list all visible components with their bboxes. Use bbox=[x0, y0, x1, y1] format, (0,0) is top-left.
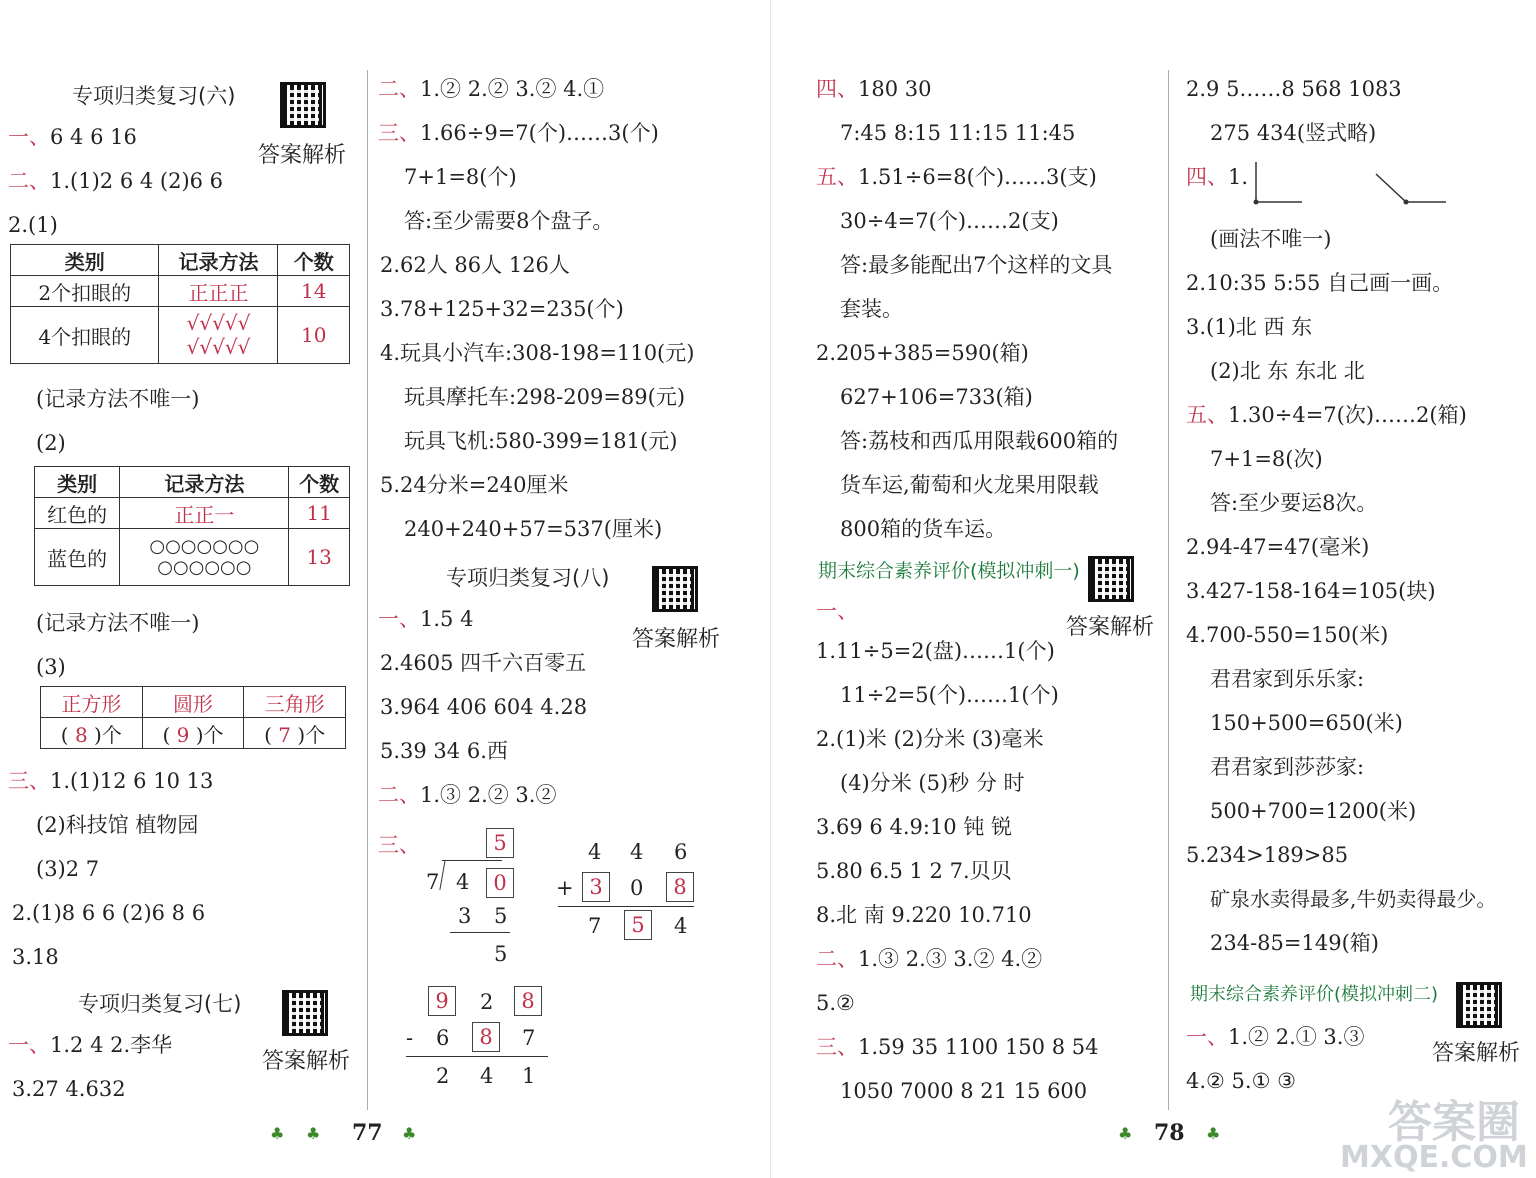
answer-line: 3.78+125+32=235(个) bbox=[380, 297, 624, 321]
sprout-icon: ♣ bbox=[402, 1124, 417, 1143]
answer-line: (2)北 东 东北 北 bbox=[1210, 359, 1365, 383]
answer-line: 800箱的货车运。 bbox=[840, 517, 1007, 541]
vertical-addition: 4 4 6 + 3 0 8 7 5 4 bbox=[556, 838, 696, 948]
sprout-icon: ♣ bbox=[306, 1124, 321, 1143]
digit-box: 3 bbox=[582, 872, 610, 902]
shape-count-table: 正方形 圆形 三角形 ( 8 )个 ( 9 )个 ( 7 )个 bbox=[40, 686, 346, 749]
answer-line: 2.10:35 5:55 自己画一画。 bbox=[1186, 271, 1454, 295]
answer-line: 五、1.30÷4=7(次)……2(箱) bbox=[1186, 403, 1467, 427]
digit-box: 8 bbox=[472, 1022, 500, 1052]
answer-line: (3) bbox=[36, 655, 66, 679]
answer-analysis-label: 答案解析 bbox=[262, 1049, 351, 1074]
answer-line: 627+106=733(箱) bbox=[840, 385, 1033, 409]
answer-line: 一、6 4 6 16 bbox=[8, 125, 137, 149]
answer-line: 7:45 8:15 11:15 11:45 bbox=[840, 121, 1076, 145]
note: (记录方法不唯一) bbox=[36, 387, 200, 411]
tally-table-2: 类别 记录方法 个数 红色的 正正一 11 蓝色的 ○○○○○○○ ○○○○○○ 13 bbox=[34, 466, 350, 586]
watermark: 答案圈 bbox=[1388, 1097, 1520, 1148]
tally-table-1: 类别 记录方法 个数 2个扣眼的 正正正 14 4个扣眼的 √√√√√ √√√√√ 10 bbox=[10, 244, 350, 364]
answer-line: 3.(1)北 西 东 bbox=[1186, 315, 1313, 339]
answer-line: 一、 bbox=[816, 599, 858, 623]
answer-line: (画法不唯一) bbox=[1210, 227, 1332, 251]
answer-line: 275 434(竖式略) bbox=[1210, 121, 1377, 145]
answer-line: 2.205+385=590(箱) bbox=[816, 341, 1029, 365]
answer-line: 2.(1) bbox=[8, 213, 58, 237]
answer-line: 二、1.② 2.② 3.② 4.① bbox=[378, 77, 605, 101]
note: (记录方法不唯一) bbox=[36, 611, 200, 635]
answer-line: 君君家到乐乐家: bbox=[1210, 667, 1365, 691]
digit-box: 0 bbox=[486, 868, 514, 898]
answer-line: 5.② bbox=[816, 991, 855, 1015]
digit-box: 5 bbox=[486, 828, 514, 858]
answer-line: 5.80 6.5 1 2 7.贝贝 bbox=[816, 859, 1012, 883]
section-heading-6: 专项归类复习(六) bbox=[72, 84, 236, 108]
qr-code-icon bbox=[282, 990, 328, 1036]
digit-box: 8 bbox=[666, 872, 694, 902]
answer-line: 150+500=650(米) bbox=[1210, 711, 1403, 735]
answer-line: 答:荔枝和西瓜用限载600箱的 bbox=[840, 429, 1119, 453]
answer-line: 三、1.59 35 1100 150 8 54 bbox=[816, 1035, 1099, 1059]
qr-code-icon bbox=[652, 566, 698, 612]
answer-line: 一、1.5 4 bbox=[378, 607, 474, 631]
answer-line: 5.234>189>85 bbox=[1186, 843, 1349, 867]
answer-analysis-label: 答案解析 bbox=[632, 627, 721, 652]
answer-line: 三、 bbox=[378, 833, 420, 857]
answer-line: 4.700-550=150(米) bbox=[1186, 623, 1389, 647]
answer-line: 3.964 406 604 4.28 bbox=[380, 695, 588, 719]
answer-line: 玩具飞机:580-399=181(元) bbox=[404, 429, 678, 453]
answer-line: 11÷2=5(个)……1(个) bbox=[840, 683, 1059, 707]
page-number-right: 78 bbox=[1154, 1120, 1185, 1146]
answer-line: 玩具摩托车:298-209=89(元) bbox=[404, 385, 686, 409]
section-heading-8: 专项归类复习(八) bbox=[446, 566, 610, 590]
digit-box: 8 bbox=[514, 986, 542, 1016]
answer-line: 2.62人 86人 126人 bbox=[380, 253, 570, 277]
answer-line: 二、1.③ 2.② 3.② bbox=[378, 783, 557, 807]
answer-line: 3.27 4.632 bbox=[12, 1077, 126, 1101]
qr-code-icon bbox=[1456, 982, 1502, 1028]
section-heading-mock1: 期末综合素养评价(模拟冲刺一) bbox=[818, 560, 1080, 582]
long-division: 5 7 4 0 3 5 5 bbox=[420, 826, 540, 966]
answer-line: 1050 7000 8 21 15 600 bbox=[840, 1079, 1088, 1103]
answer-line: 三、1.(1)12 6 10 13 bbox=[8, 769, 214, 793]
answer-line: 2.94-47=47(毫米) bbox=[1186, 535, 1370, 559]
answer-analysis-label: 答案解析 bbox=[1432, 1041, 1521, 1066]
answer-line: 500+700=1200(米) bbox=[1210, 799, 1417, 823]
answer-line: 4.② 5.① ③ bbox=[1186, 1069, 1296, 1093]
watermark-url: MXQE.COM bbox=[1340, 1140, 1528, 1175]
answer-line: 2.(1)8 6 6 (2)6 8 6 bbox=[12, 901, 206, 925]
answer-line: 五、1.51÷6=8(个)……3(支) bbox=[816, 165, 1097, 189]
answer-line: 2.(1)米 (2)分米 (3)毫米 bbox=[816, 727, 1044, 751]
qr-code-icon bbox=[1088, 556, 1134, 602]
answer-line: (4)分米 (5)秒 分 时 bbox=[840, 771, 1025, 795]
answer-line: 3.69 6 4.9:10 钝 锐 bbox=[816, 815, 1013, 839]
sprout-icon: ♣ bbox=[270, 1124, 285, 1143]
answer-line: 一、1.② 2.① 3.③ bbox=[1186, 1025, 1365, 1049]
answer-line: (2)科技馆 植物园 bbox=[36, 813, 199, 837]
answer-line: 四、180 30 bbox=[816, 77, 932, 101]
sprout-icon: ♣ bbox=[1206, 1124, 1221, 1143]
answer-line: 君君家到莎莎家: bbox=[1210, 755, 1365, 779]
vertical-subtraction: 9 2 8 - 6 8 7 2 4 1 bbox=[404, 984, 554, 1094]
page-number-left: 77 bbox=[352, 1120, 383, 1146]
answer-line: 1.11÷5=2(盘)……1(个) bbox=[816, 639, 1055, 663]
column-divider bbox=[1168, 70, 1169, 1110]
answer-line: 四、1. bbox=[1186, 165, 1249, 189]
answer-line: 二、1.③ 2.③ 3.② 4.② bbox=[816, 947, 1043, 971]
digit-box: 9 bbox=[428, 986, 456, 1016]
answer-line: 2.4605 四千六百零五 bbox=[380, 651, 587, 675]
answer-line: 234-85=149(箱) bbox=[1210, 931, 1379, 955]
answer-line: (3)2 7 bbox=[36, 857, 100, 881]
answer-line: 矿泉水卖得最多,牛奶卖得最少。 bbox=[1210, 887, 1497, 911]
answer-line: 二、1.(1)2 6 4 (2)6 6 bbox=[8, 169, 224, 193]
section-heading-mock2: 期末综合素养评价(模拟冲刺二) bbox=[1190, 984, 1439, 1005]
answer-line: 5.24分米=240厘米 bbox=[380, 473, 569, 497]
answer-line: 7+1=8(次) bbox=[1210, 447, 1323, 471]
answer-line: 4.玩具小汽车:308-198=110(元) bbox=[380, 341, 695, 365]
page-divider bbox=[770, 0, 771, 1178]
answer-analysis-label: 答案解析 bbox=[258, 143, 347, 168]
answer-analysis-label: 答案解析 bbox=[1066, 615, 1155, 640]
answer-line: 8.北 南 9.220 10.710 bbox=[816, 903, 1032, 927]
answer-line: 3.18 bbox=[12, 945, 59, 969]
answer-line: 货车运,葡萄和火龙果用限载 bbox=[840, 473, 1099, 497]
answer-line: 240+240+57=537(厘米) bbox=[404, 517, 663, 541]
answer-line: 7+1=8(个) bbox=[404, 165, 517, 189]
answer-line: 3.427-158-164=105(块) bbox=[1186, 579, 1436, 603]
answer-line: 2.9 5……8 568 1083 bbox=[1186, 77, 1402, 101]
answer-line: 一、1.2 4 2.李华 bbox=[8, 1033, 173, 1057]
answer-line: 答:至少要运8次。 bbox=[1210, 491, 1378, 515]
answer-line: 套装。 bbox=[840, 297, 903, 321]
digit-box: 5 bbox=[624, 910, 652, 940]
answer-line: 5.39 34 6.西 bbox=[380, 739, 508, 763]
qr-code-icon bbox=[280, 82, 326, 128]
angle-drawing bbox=[1250, 158, 1450, 208]
answer-line: 三、1.66÷9=7(个)……3(个) bbox=[378, 121, 659, 145]
column-divider bbox=[367, 70, 368, 1110]
answer-line: 答:最多能配出7个这样的文具 bbox=[840, 253, 1113, 277]
sprout-icon: ♣ bbox=[1118, 1124, 1133, 1143]
answer-line: 30÷4=7(个)……2(支) bbox=[840, 209, 1059, 233]
answer-line: 答:至少需要8个盘子。 bbox=[404, 209, 614, 233]
section-heading-7: 专项归类复习(七) bbox=[78, 992, 242, 1016]
answer-line: (2) bbox=[36, 431, 66, 455]
